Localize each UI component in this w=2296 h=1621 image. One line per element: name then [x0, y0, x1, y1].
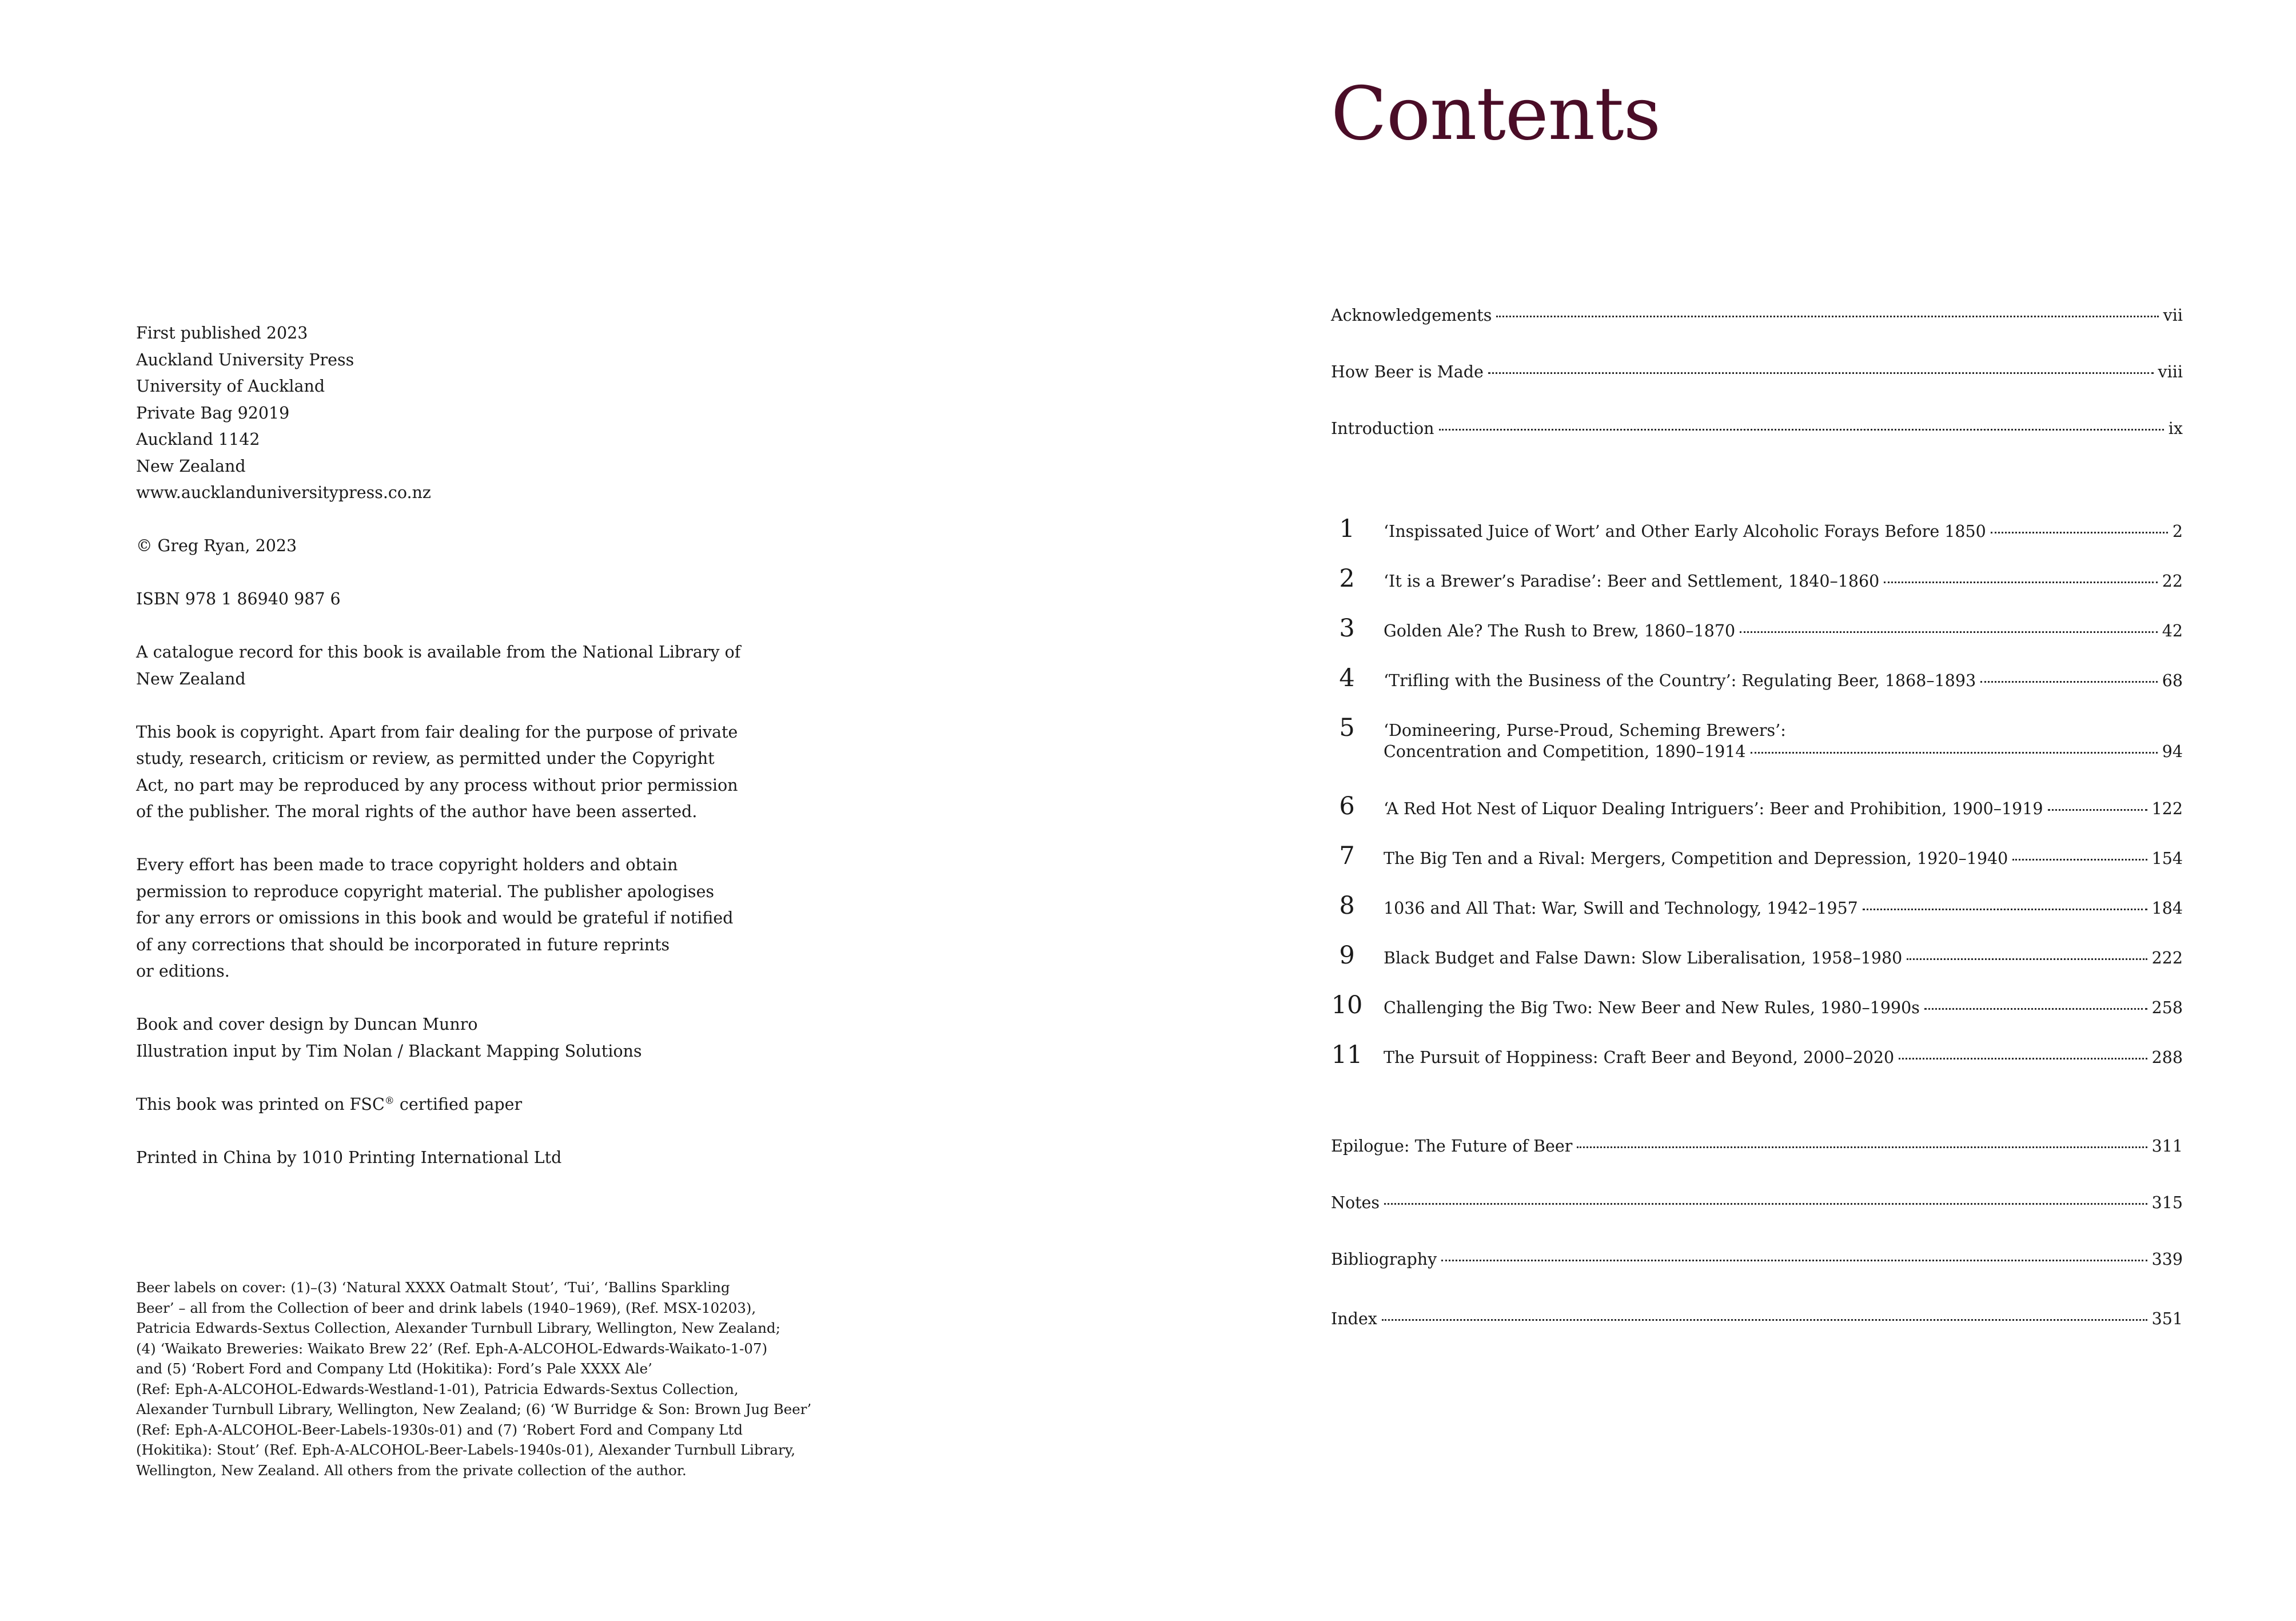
dot-leader [1884, 582, 2158, 583]
chapter-title: Black Budget and False Dawn: Slow Liberalisation, 1958–1980 [1384, 949, 1903, 967]
chapter-title: ‘A Red Hot Nest of Liquor Dealing Intriguers’: Beer and Prohibition, 1900–1919 [1384, 799, 2043, 818]
publisher-website: www.aucklanduniversitypress.co.nz [136, 483, 431, 502]
toc-entry-index[interactable] [1331, 1309, 2183, 1332]
cover-credit-line: Wellington, New Zealand. All others from the private collection of the author. [136, 1461, 687, 1479]
dot-leader [1488, 372, 2154, 374]
dot-leader [1751, 752, 2158, 754]
notice-line: for any errors or omissions in this book and would be grateful if notified [136, 909, 734, 927]
copyright-text: © Greg Ryan, 2023 [136, 536, 297, 555]
credit-line: Book and cover design by Duncan Munro [136, 1015, 478, 1034]
copyright-line [136, 533, 822, 560]
notice-line: Act, no part may be reproduced by any process without prior permission [136, 775, 738, 795]
contents-heading: Contents [1331, 71, 1661, 157]
chapter-title: Concentration and Competition, 1890–1914 [1384, 742, 1746, 761]
chapter-title: The Pursuit of Hoppiness: Craft Beer and Beyond, 2000–2020 [1384, 1048, 1895, 1067]
paper-line [136, 1092, 822, 1118]
notice-line: study, research, criticism or review, as permitted under the Copyright [136, 749, 715, 768]
publisher-block [136, 320, 822, 507]
dot-leader [1899, 1058, 2147, 1060]
toc-entry-page: viii [2158, 363, 2183, 381]
chapter-number: 7 [1339, 842, 1355, 870]
chapter-number: 8 [1339, 891, 1355, 920]
dot-leader [2012, 859, 2147, 861]
toc-entry-title: Bibliography [1331, 1250, 1437, 1269]
dot-leader [1441, 1260, 2147, 1261]
isbn-text: ISBN 978 1 86940 987 6 [136, 590, 341, 608]
toc-chapter-3[interactable] [1331, 614, 2183, 643]
chapter-page: 288 [2151, 1048, 2183, 1067]
design-credits [136, 1011, 822, 1065]
chapter-title: Challenging the Big Two: New Beer and New Rules, 1980–1990s [1384, 998, 1920, 1017]
cover-credit-line: (Ref: Eph-A-ALCOHOL-Beer-Labels-1930s-01) and (7) ‘Robert Ford and Company Ltd [136, 1421, 743, 1438]
chapter-number: 3 [1339, 614, 1355, 643]
notice-line: Every effort has been made to trace copyright holders and obtain [136, 855, 678, 874]
imprint-block [136, 320, 822, 1198]
chapter-page: 154 [2151, 849, 2183, 868]
toc-entry-title: How Beer is Made [1331, 363, 1484, 381]
dot-leader [1577, 1146, 2147, 1148]
cover-credit-line: (Hokitika): Stout’ (Ref. Eph-A-ALCOHOL-Beer-Labels-1940s-01), Alexander Turnbull Library, [136, 1441, 796, 1458]
publisher-line: Auckland University Press [136, 350, 354, 369]
chapter-title: 1036 and All That: War, Swill and Technology, 1942–1957 [1384, 899, 1858, 918]
chapter-title-line1: ‘Domineering, Purse-Proud, Scheming Brewers’: [1384, 721, 1786, 740]
chapter-title: ‘Inspissated Juice of Wort’ and Other Early Alcoholic Forays Before 1850 [1384, 522, 1986, 541]
chapter-page: 258 [2151, 998, 2183, 1017]
chapter-page: 22 [2162, 572, 2183, 591]
chapter-page: 2 [2172, 522, 2183, 541]
dot-leader [1863, 909, 2147, 910]
toc-chapter-5-line2[interactable] [1331, 742, 2183, 765]
dot-leader [1980, 681, 2158, 683]
registered-mark: ® [384, 1095, 394, 1106]
dot-leader [1384, 1203, 2147, 1205]
credit-line: Illustration input by Tim Nolan / Blackant Mapping Solutions [136, 1041, 642, 1061]
chapter-number: 9 [1339, 941, 1355, 970]
notice-line: of the publisher. The moral rights of the author have been asserted. [136, 802, 697, 821]
chapter-number: 4 [1339, 664, 1355, 692]
dot-leader [1439, 429, 2164, 431]
chapter-title: ‘Trifling with the Business of the Country’: Regulating Beer, 1868–1893 [1384, 671, 1976, 690]
toc-entry-introduction[interactable] [1331, 419, 2183, 442]
chapter-number: 11 [1331, 1041, 1363, 1069]
paper-suffix: certified paper [394, 1094, 523, 1114]
toc-entry-page: vii [2163, 306, 2183, 325]
notice-line: This book is copyright. Apart from fair dealing for the purpose of private [136, 722, 738, 742]
catalogue-line: New Zealand [136, 669, 246, 688]
toc-entry-epilogue[interactable] [1331, 1137, 2183, 1160]
effort-notice [136, 852, 822, 985]
toc-entry-notes[interactable] [1331, 1193, 2183, 1216]
chapter-page: 222 [2151, 949, 2183, 967]
isbn-line [136, 586, 822, 613]
cover-credit-line: Patricia Edwards-Sextus Collection, Alexander Turnbull Library, Wellington, New Zealand; [136, 1320, 780, 1336]
toc-chapter-7[interactable] [1331, 842, 2183, 870]
toc-entry-title: Notes [1331, 1193, 1380, 1212]
publisher-line: University of Auckland [136, 377, 325, 396]
toc-entry-page: 339 [2151, 1250, 2183, 1269]
toc-chapter-5-line1[interactable] [1331, 714, 2183, 742]
chapter-number: 5 [1339, 714, 1355, 742]
notice-line: permission to reproduce copyright material. The publisher apologises [136, 882, 715, 901]
catalogue-line: A catalogue record for this book is available from the National Library of [136, 643, 741, 662]
publisher-line: First published 2023 [136, 324, 308, 342]
chapter-number: 10 [1331, 991, 1363, 1019]
right-page [1148, 0, 2296, 1621]
toc-chapter-2[interactable] [1331, 564, 2183, 593]
toc-chapter-1[interactable] [1331, 515, 2183, 543]
chapter-page: 68 [2162, 671, 2183, 690]
dot-leader [2048, 809, 2147, 811]
publisher-line: New Zealand [136, 456, 246, 476]
copyright-notice [136, 719, 822, 826]
toc-chapter-4[interactable] [1331, 664, 2183, 692]
chapter-number: 2 [1339, 564, 1355, 593]
chapter-page: 184 [2151, 899, 2183, 918]
toc-chapter-10[interactable] [1331, 991, 2183, 1019]
cover-credit-line: Beer’ – all from the Collection of beer and drink labels (1940–1969), (Ref. MSX-10203), [136, 1299, 756, 1316]
toc-entry-title: Introduction [1331, 419, 1434, 438]
chapter-page: 122 [2151, 799, 2183, 818]
paper-prefix: This book was printed on FSC [136, 1094, 385, 1114]
toc-entry-how-beer-is-made[interactable] [1331, 363, 2183, 385]
chapter-title: The Big Ten and a Rival: Mergers, Competition and Depression, 1920–1940 [1384, 849, 2008, 868]
printer-notice [136, 1145, 822, 1172]
toc-entry-page: 315 [2151, 1193, 2183, 1212]
toc-chapter-8[interactable] [1331, 891, 2183, 920]
toc-entry-title: Epilogue: The Future of Beer [1331, 1137, 1573, 1156]
chapter-title: ‘It is a Brewer’s Paradise’: Beer and Settlement, 1840–1860 [1384, 572, 1880, 591]
dot-leader [1907, 958, 2147, 960]
toc-entry-page: ix [2168, 419, 2183, 438]
notice-line: of any corrections that should be incorporated in future reprints [136, 935, 670, 954]
paper-notice [136, 1092, 822, 1118]
toc-entry-title: Index [1331, 1309, 1377, 1328]
dot-leader [1382, 1319, 2147, 1321]
publisher-line: Private Bag 92019 [136, 403, 290, 423]
cover-credit-line: Alexander Turnbull Library, Wellington, New Zealand; (6) ‘W Burridge & Son: Brown Jug Beer’ [136, 1401, 812, 1417]
dot-leader [1740, 631, 2158, 633]
chapter-number: 6 [1339, 792, 1355, 821]
chapter-number: 1 [1339, 515, 1355, 543]
cover-credit-line: Beer labels on cover: (1)–(3) ‘Natural XXXX Oatmalt Stout’, ‘Tui’, ‘Ballins Sparkling [136, 1279, 730, 1296]
cover-credit-line: (4) ‘Waikato Breweries: Waikato Brew 22’ (Ref. Eph-A-ALCOHOL-Edwards-Waikato-1-07) [136, 1340, 768, 1357]
cover-credits [136, 1277, 879, 1480]
chapter-page: 94 [2162, 742, 2183, 761]
printer-text: Printed in China by 1010 Printing International Ltd [136, 1148, 562, 1167]
dot-leader [1496, 316, 2158, 317]
toc-chapter-9[interactable] [1331, 941, 2183, 970]
cover-credit-line: (Ref: Eph-A-ALCOHOL-Edwards-Westland-1-01), Patricia Edwards-Sextus Collection, [136, 1380, 739, 1397]
toc-chapter-11[interactable] [1331, 1041, 2183, 1069]
toc-entry-title: Acknowledgements [1331, 306, 1492, 325]
catalogue-notice [136, 639, 822, 692]
chapter-title: Golden Ale? The Rush to Brew, 1860–1870 [1384, 622, 1736, 640]
toc-entry-page: 311 [2151, 1137, 2183, 1156]
chapter-page: 42 [2162, 622, 2183, 640]
publisher-line: Auckland 1142 [136, 430, 260, 449]
toc-entry-bibliography[interactable] [1331, 1250, 2183, 1273]
dot-leader [1924, 1008, 2147, 1010]
toc-entry-page: 351 [2151, 1309, 2183, 1328]
toc-chapter-6[interactable] [1331, 792, 2183, 821]
notice-line: or editions. [136, 962, 230, 981]
cover-credit-line: and (5) ‘Robert Ford and Company Ltd (Hokitika): Ford’s Pale XXXX Ale’ [136, 1360, 652, 1377]
dot-leader [1991, 532, 2168, 533]
toc-entry-acknowledgements[interactable] [1331, 306, 2183, 329]
